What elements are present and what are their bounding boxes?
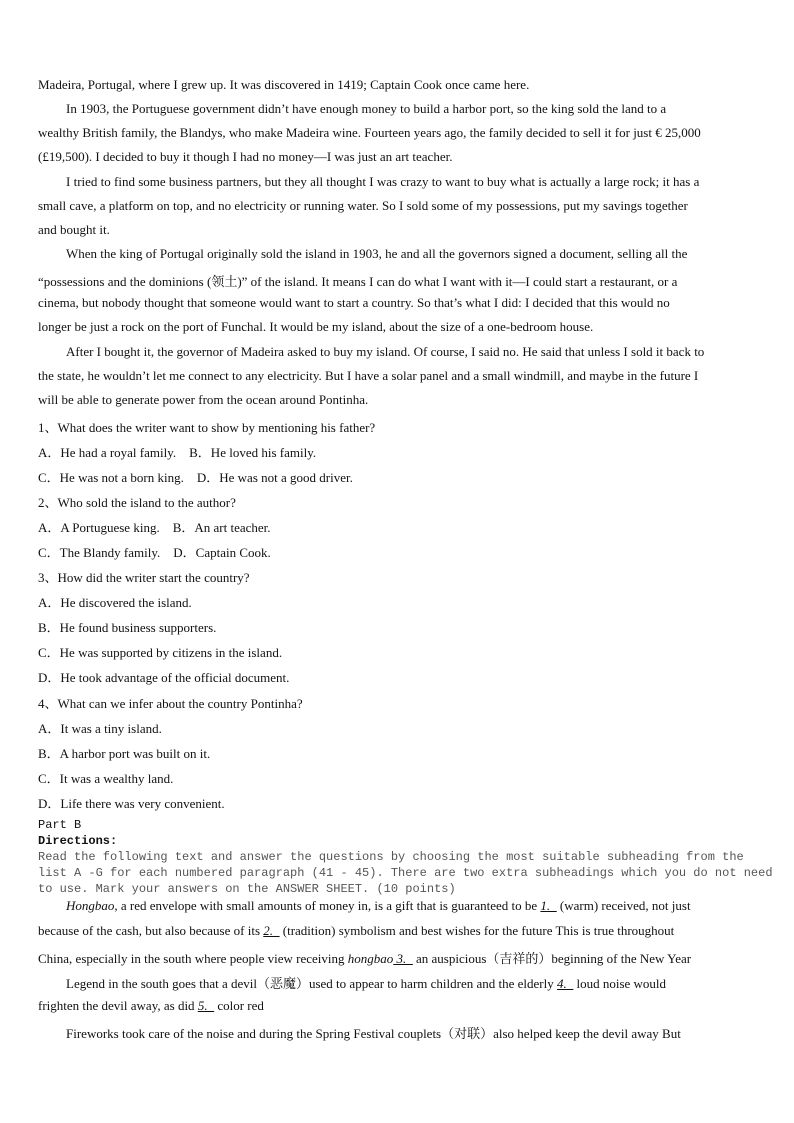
answer-blank[interactable]: 1._ [540,898,557,913]
answer-blank[interactable]: 3._ [393,951,413,966]
passage-line: and bought it. [38,222,110,237]
question-option: D．Life there was very convenient. [38,796,225,811]
question-option: A．He discovered the island. [38,595,192,610]
text-line: Legend in the south goes that a devil（恶魔）used to appear to harm children and the elderly 4._ loud noise would [66,976,667,991]
passage-line: the state, he wouldn’t let me connect to any electricity. But I have a solar panel and a small windmill, and maybe in the future I [38,368,699,383]
question-option: A．He had a royal family. B．He loved his family. [38,445,317,460]
passage-line: small cave, a platform on top, and no electricity or running water. So I sold some of my possessions, put my savings together [38,198,688,213]
question-option: C．It was a wealthy land. [38,771,174,786]
question-option: B．He found business supporters. [38,620,217,635]
question-stem: 3、How did the writer start the country? [38,570,250,585]
part-b-title: Part B [38,818,82,832]
question-option: C．The Blandy family. D．Captain Cook. [38,545,271,560]
passage-line: longer be just a rock on the port of Funchal. It would be my island, about the size of a one-bedroom house. [38,319,594,334]
directions-line: to use. Mark your answers on the ANSWER SHEET. (10 points) [38,882,456,896]
passage-line: When the king of Portugal originally sold the island in 1903, he and all the governors signed a document, selling all the [66,246,688,261]
text-line: Hongbao, a red envelope with small amounts of money in, is a gift that is guaranteed to be 1._ (warm) received, not just [66,898,691,913]
keyword: hongbao [347,951,394,966]
question-stem: 1、What does the writer want to show by mentioning his father? [38,420,376,435]
question-option: A．A Portuguese king. B．An art teacher. [38,520,271,535]
passage-line: cinema, but nobody thought that someone would want to start a country. So that’s what I did: I decided that this would no [38,295,670,310]
question-option: A．It was a tiny island. [38,721,162,736]
answer-blank[interactable]: 2._ [263,923,280,938]
directions-line: list A -G for each numbered paragraph (41 - 45). There are two extra subheadings which you do not need [38,866,773,880]
passage-line: (£19,500). I decided to buy it though I had no money—I was just an art teacher. [38,149,453,164]
keyword: Hongbao [66,898,115,913]
text-line: because of the cash, but also because of its 2._ (tradition) symbolism and best wishes for the future This is true throughout [38,923,675,938]
passage-line: After I bought it, the governor of Madeira asked to buy my island. Of course, I said no. He said that unless I sold it back to [66,344,705,359]
passage-line: In 1903, the Portuguese government didn’t have enough money to build a harbor port, so the king sold the land to a [66,101,667,116]
text-line: China, especially in the south where people view receiving hongbao 3._ an auspicious（吉祥的）beginning of the New Year [38,951,692,966]
directions-line: Read the following text and answer the questions by choosing the most suitable subheading from the [38,850,744,864]
passage-line: will be able to generate power from the ocean around Pontinha. [38,392,369,407]
question-stem: 4、What can we infer about the country Pontinha? [38,696,303,711]
passage-line: Madeira, Portugal, where I grew up. It was discovered in 1419; Captain Cook once came here. [38,77,530,92]
passage-line: “possessions and the dominions (领土)” of the island. It means I can do what I want with it—I could start a restaurant, or a [38,274,678,289]
answer-blank[interactable]: 5._ [197,998,215,1013]
text-line: Fireworks took care of the noise and during the Spring Festival couplets（对联）also helped keep the devil away But [66,1026,681,1041]
text-line: frighten the devil away, as did 5._ color red [38,998,264,1013]
question-stem: 2、Who sold the island to the author? [38,495,236,510]
answer-blank[interactable]: 4._ [556,976,574,991]
directions-label: Directions: [38,834,118,848]
passage-line: wealthy British family, the Blandys, who make Madeira wine. Fourteen years ago, the family decided to sell it for just € 25,000 [38,125,701,140]
passage-line: I tried to find some business partners, but they all thought I was crazy to want to buy what is actually a large rock; it has a [66,174,700,189]
question-option: C．He was supported by citizens in the island. [38,645,283,660]
question-option: C．He was not a born king. D．He was not a good driver. [38,470,353,485]
question-option: B．A harbor port was built on it. [38,746,211,761]
question-option: D．He took advantage of the official document. [38,670,290,685]
